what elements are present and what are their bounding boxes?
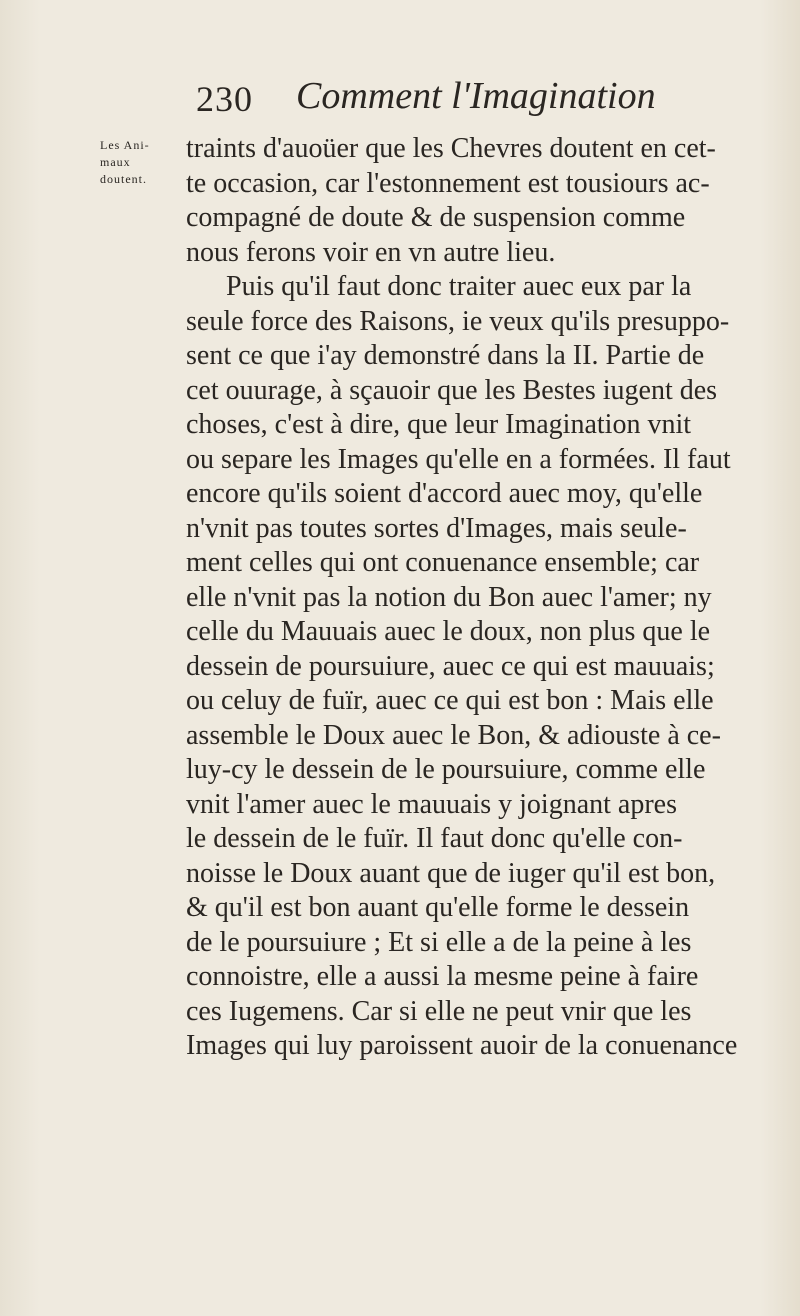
- paragraph-start-line: Puis qu'il faut donc traiter auec eux par la: [226, 271, 692, 302]
- running-title: Comment l'Imagination: [296, 75, 656, 117]
- text-line: nous ferons voir en vn autre lieu.: [186, 236, 556, 268]
- text-line: Images qui luy paroissent auoir de la conuenance: [186, 1030, 738, 1061]
- text-line: sent ce que i'ay demonstré dans la II. Partie de: [186, 340, 705, 371]
- text-line: de le poursuiure ; Et si elle a de la peine à les: [186, 926, 692, 958]
- body-text: [186, 132, 778, 1064]
- text-line: ou celuy de fuïr, auec ce qui est bon : Mais elle: [186, 685, 714, 716]
- text-line: traints d'auoüer que les Chevres doutent en cet-: [186, 133, 716, 164]
- text-line: noisse le Doux auant que de iuger qu'il est bon,: [186, 857, 716, 889]
- text-line: & qu'il est bon auant qu'elle forme le dessein: [186, 892, 690, 923]
- margin-note-line: doutent.: [100, 172, 147, 186]
- margin-note: [100, 137, 186, 188]
- text-line: compagné de doute & de suspension comme: [186, 202, 686, 233]
- text-line: choses, c'est à dire, que leur Imagination vnit: [186, 409, 691, 440]
- text-line: ment celles qui ont conuenance ensemble; car: [186, 547, 700, 578]
- text-line: ces Iugemens. Car si elle ne peut vnir que les: [186, 995, 692, 1027]
- page-header: [196, 72, 756, 132]
- text-line: seule force des Raisons, ie veux qu'ils presuppo-: [186, 305, 730, 337]
- text-line: celle du Mauuais auec le doux, non plus que le: [186, 616, 711, 647]
- page-number: 230: [196, 79, 253, 119]
- text-line: elle n'vnit pas la notion du Bon auec l'amer; ny: [186, 581, 712, 613]
- text-line: n'vnit pas toutes sortes d'Images, mais seule-: [186, 512, 687, 544]
- text-line: vnit l'amer auec le mauuais y joignant apres: [186, 788, 677, 820]
- text-line: ou separe les Images qu'elle en a formées. Il faut: [186, 443, 731, 475]
- text-line: dessein de poursuiure, auec ce qui est mauuais;: [186, 650, 715, 682]
- text-line: le dessein de le fuïr. Il faut donc qu'elle con-: [186, 823, 683, 854]
- text-line: connoistre, elle a aussi la mesme peine à faire: [186, 961, 699, 992]
- text-line: encore qu'ils soient d'accord auec moy, qu'elle: [186, 478, 703, 509]
- margin-note-line: maux: [100, 155, 131, 169]
- text-line: luy-cy le dessein de le poursuiure, comme elle: [186, 754, 706, 785]
- text-line: assemble le Doux auec le Bon, & adiouste à ce-: [186, 719, 721, 751]
- text-line: cet ouurage, à sçauoir que les Bestes iugent des: [186, 374, 718, 406]
- margin-note-line: Les Ani-: [100, 138, 150, 152]
- text-line: te occasion, car l'estonnement est tousiours ac-: [186, 167, 710, 199]
